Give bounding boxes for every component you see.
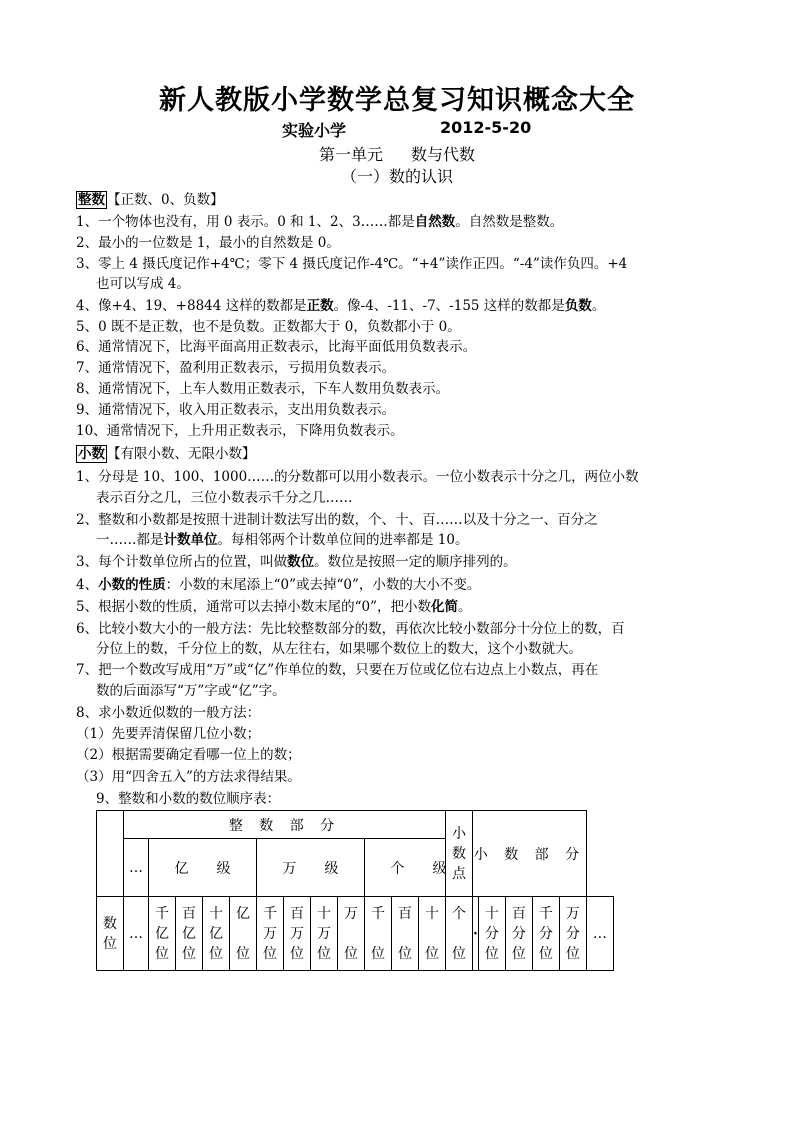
place-ge: 个 位 [446,897,473,971]
place-qian: 千 位 [365,897,392,971]
integers-line-6: 6、通常情况下，比海平面高用正数表示，比海平面低用负数表示。 [76,339,477,355]
integer-part-header: 整 数 部 分 [124,811,446,839]
decimals-line-3: 3、每个计数单位所占的位置，叫做数位。数位是按照一定的顺序排列的。 [76,554,517,570]
decimals-line-6: 6、比较小数大小的一般方法：先比较整数部分的数，再依次比较小数部分十分位上的数，百 [76,621,625,637]
place-shi: 十 位 [419,897,446,971]
ellipsis-cell: … [124,839,149,897]
unit-heading [0,142,794,165]
decimals-line-4: 4、小数的性质：小数的末尾添上“0”或去掉“0”，小数的大小不变。 [76,577,481,593]
place-shiwan: 十 万 位 [311,897,338,971]
decimals-line-6-cont: 分位上的数，千分位上的数，从左往右，如果哪个数位上的数大，这个小数就大。 [96,641,582,657]
integers-heading-text: 【正数、0、负数】 [107,192,224,208]
decimals-line-8: 8、求小数近似数的一般方法： [76,705,261,721]
place-yi: 亿 位 [230,897,257,971]
place-wan: 万 位 [338,897,365,971]
decimals-line-8-3: （3）用“四舍五入”的方法求得结果。 [76,769,301,785]
page-title: 新人教版小学数学总复习知识概念大全 [159,85,635,116]
place-qianwan: 千 万 位 [257,897,284,971]
decimals-line-1: 1、分母是 10、100、1000……的分数都可以用小数表示。一位小数表示十分之几，两位小数 [76,469,639,485]
place-shiyi: 十 亿 位 [203,897,230,971]
decimals-line-7-cont: 数的后面添写“万”字或“亿”字。 [96,683,286,699]
place-baiyi: 百 亿 位 [176,897,203,971]
unit-topic: 数与代数 [411,145,476,164]
place-value-table [96,810,614,971]
integers-line-1: 1、一个物体也没有，用 0 表示。0 和 1、2、3……都是自然数。自然数是整数。 [76,214,564,230]
integers-line-8: 8、通常情况下，上车人数用正数表示，下车人数用负数表示。 [76,381,450,397]
decimals-heading [76,444,256,464]
decimals-line-2: 2、整数和小数都是按照十进制计数法写出的数，个、十、百……以及十分之一、百分之 [76,512,598,528]
section-heading: （一）数的认识 [340,167,453,186]
place-baiwan: 百 万 位 [284,897,311,971]
decimals-heading-text: 【有限小数、无限小数】 [107,446,256,462]
decimals-line-8-1: （1）先要弄清保留几位小数； [76,726,261,742]
place-shifen: 十 分 位 [478,897,505,971]
group-yi: 亿 级 [149,839,257,897]
place-qianfen: 千 分 位 [532,897,559,971]
row-label: 数 位 [97,897,124,971]
integers-line-5: 5、0 既不是正数，也不是负数。正数都大于 0，负数都小于 0。 [76,319,461,335]
place-ellipsis-left: … [124,897,149,971]
place-wanfen: 万 分 位 [559,897,586,971]
decimals-line-1-cont: 表示百分之几，三位小数表示千分之几…… [96,490,353,506]
table-corner [97,811,124,897]
decimal-part-header: 小 数 部 分 [473,811,587,897]
integers-line-9: 9、通常情况下，收入用正数表示，支出用负数表示。 [76,402,396,418]
decimals-line-7: 7、把一个数改写成用“万”或“亿”作单位的数，只要在万位或亿位右边点上小数点，再在 [76,662,599,678]
integers-line-7: 7、通常情况下，盈利用正数表示，亏损用负数表示。 [76,360,396,376]
decimals-box: 小数 [78,446,105,462]
group-ge: 个 级 [365,839,473,897]
integers-line-3-cont: 也可以写成 4。 [96,276,190,292]
integers-line-2: 2、最小的一位数是 1，最小的自然数是 0。 [76,235,340,251]
decimals-line-8-2: （2）根据需要确定看哪一位上的数； [76,747,301,763]
integers-line-4: 4、像+4、19、+8844 这样的数都是正数。像-4、-11、-7、-155 这样的数都是负数。 [76,298,606,314]
integers-line-3: 3、零上 4 摄氏度记作+4℃；零下 4 摄氏度记作-4℃。“+4”读作正四。“-4”读作负四。+4 [76,256,628,272]
decimals-line-5: 5、根据小数的性质，通常可以去掉小数末尾的“0”，把小数化简。 [76,599,472,615]
place-qianyi: 千 亿 位 [149,897,176,971]
unit-name: 第一单元 [318,145,383,164]
integers-box: 整数 [78,192,105,208]
place-bai: 百 位 [392,897,419,971]
school-name: 实验小学 [282,121,347,140]
doc-date: 2012-5-20 [440,118,532,137]
decimals-line-2-cont: 一……都是计数单位。每相邻两个计数单位间的进率都是 10。 [96,532,469,548]
group-wan: 万 级 [257,839,365,897]
integers-line-10: 10、通常情况下，上升用正数表示，下降用负数表示。 [76,423,404,439]
place-row [97,897,614,971]
place-ellipsis-right: … [586,897,613,971]
place-baifen: 百 分 位 [505,897,532,971]
decimals-line-9: 9、整数和小数的数位顺序表： [96,791,281,807]
decimal-point-header: 小 数 点 [446,811,473,897]
place-decimal-point: · [473,897,479,971]
integers-heading [76,190,224,210]
